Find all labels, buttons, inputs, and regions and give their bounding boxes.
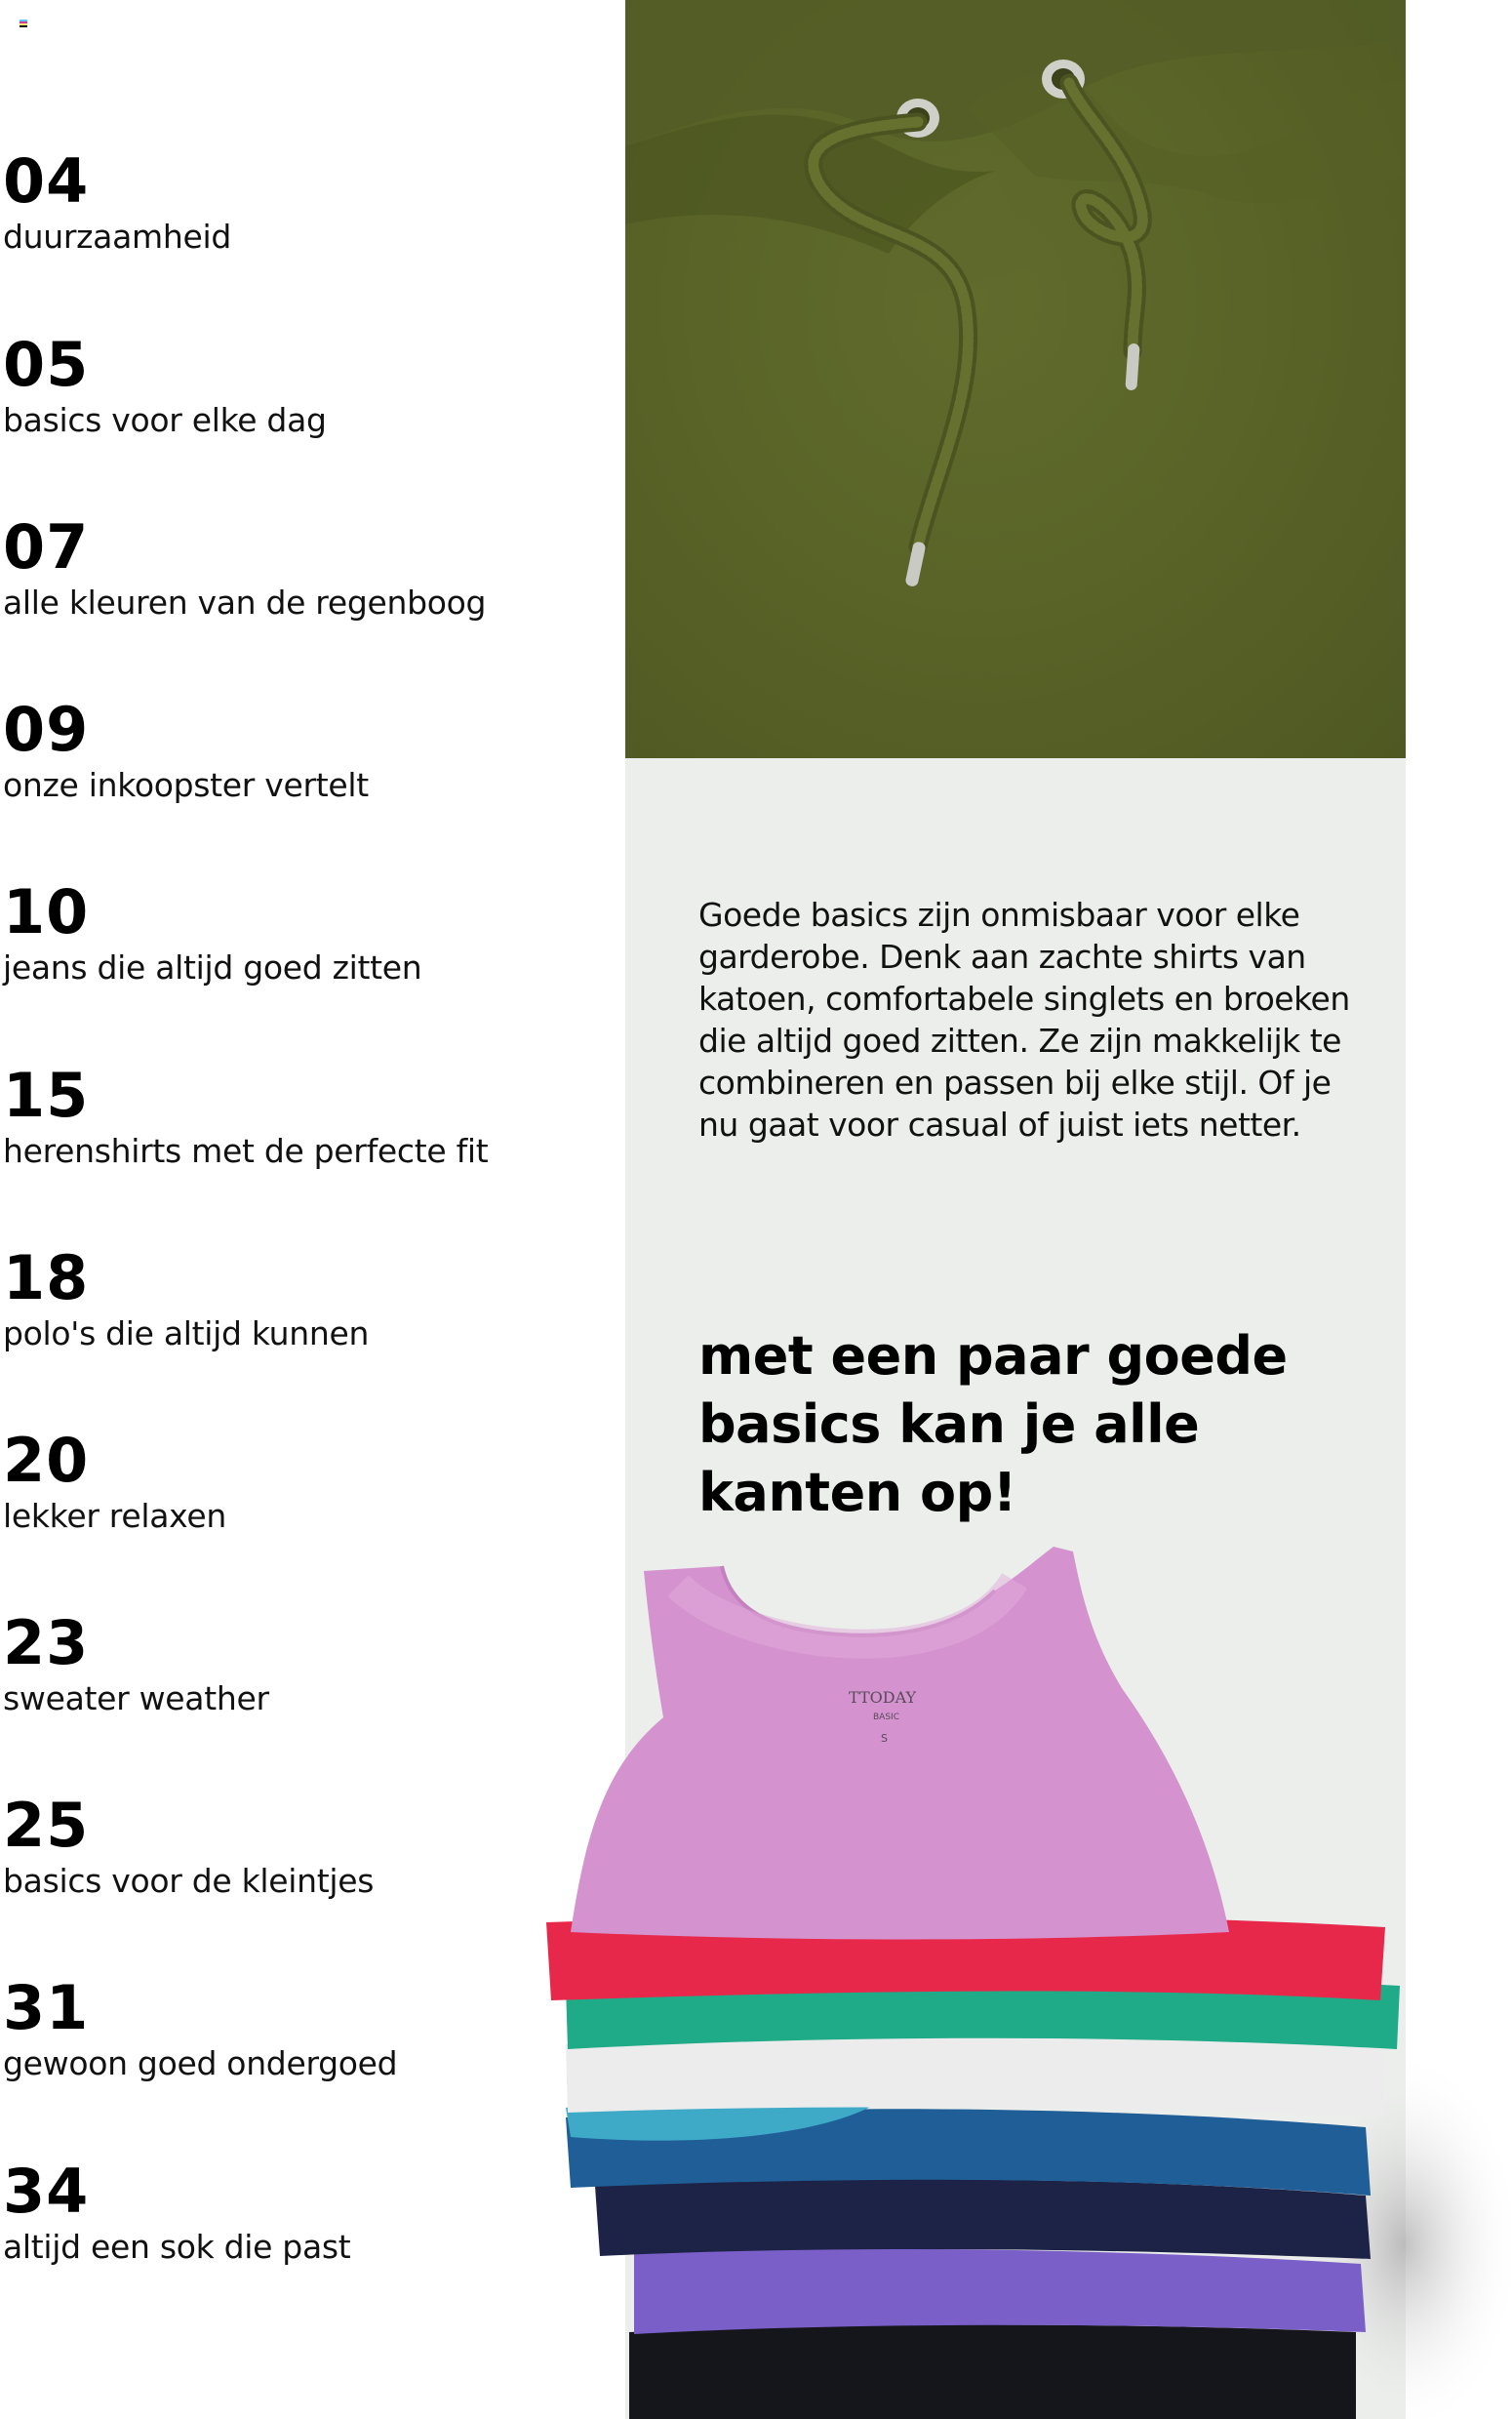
toc-page-number: 34 bbox=[3, 2156, 90, 2227]
toc-page-number: 09 bbox=[3, 694, 90, 765]
toc-title: herenshirts met de perfecte fit bbox=[3, 1132, 489, 1170]
toc-title: basics voor elke dag bbox=[3, 401, 327, 439]
svg-text:S: S bbox=[881, 1732, 888, 1745]
toc-title: duurzaamheid bbox=[3, 218, 231, 256]
toc-title: lekker relaxen bbox=[3, 1497, 226, 1535]
label-brand: TTODAY bbox=[849, 1688, 917, 1707]
toc-page-number: 23 bbox=[3, 1607, 90, 1678]
folded-singlets-photo bbox=[546, 1542, 1512, 2419]
svg-text:BASIC: BASIC bbox=[873, 1713, 899, 1722]
toc-title: jeans die altijd goed zitten bbox=[3, 948, 422, 987]
toc-title: alle kleuren van de regenboog bbox=[3, 584, 487, 622]
toc-item[interactable] bbox=[3, 1607, 269, 1718]
toc-title: altijd een sok die past bbox=[3, 2228, 351, 2266]
toc-page-number: 05 bbox=[3, 329, 90, 400]
toc-page-number: 07 bbox=[3, 511, 90, 583]
toc-item[interactable] bbox=[3, 329, 327, 440]
toc-item[interactable] bbox=[3, 2156, 351, 2267]
toc-page-number: 15 bbox=[3, 1060, 90, 1131]
toc-title: onze inkoopster vertelt bbox=[3, 766, 369, 804]
toc-page-number: 10 bbox=[3, 876, 90, 947]
toc-title: basics voor de kleintjes bbox=[3, 1862, 375, 1900]
toc-item[interactable] bbox=[3, 1060, 489, 1171]
toc-page-number: 18 bbox=[3, 1242, 90, 1313]
toc-page-number: 31 bbox=[3, 1972, 90, 2043]
toc-item[interactable] bbox=[3, 145, 231, 257]
hoodie-photo bbox=[625, 0, 1406, 758]
toc-title: gewoon goed ondergoed bbox=[3, 2044, 398, 2082]
toc-page-number: 25 bbox=[3, 1790, 90, 1861]
toc-item[interactable] bbox=[3, 1242, 370, 1353]
toc-item[interactable] bbox=[3, 694, 369, 805]
toc-item[interactable] bbox=[3, 1425, 226, 1536]
toc-item[interactable] bbox=[3, 1790, 375, 1901]
toc-page-number: 04 bbox=[3, 145, 90, 217]
toc-item[interactable] bbox=[3, 1972, 398, 2083]
toc-title: polo's die altijd kunnen bbox=[3, 1314, 370, 1352]
intro-paragraph: Goede basics zijn onmisbaar voor elke garderobe. Denk aan zachte shirts van katoen, comfortabele singlets en broeken die altijd goed zitten. Ze zijn makkelijk te combineren en passen bij elke stijl. Of je nu gaat voor casual of juist iets netter. bbox=[698, 896, 1350, 1144]
toc-page-number: 20 bbox=[3, 1425, 90, 1496]
toc-item[interactable] bbox=[3, 876, 422, 988]
menu-icon[interactable] bbox=[20, 20, 27, 27]
toc-title: sweater weather bbox=[3, 1679, 269, 1717]
toc-item[interactable] bbox=[3, 511, 487, 623]
tagline-heading: met een paar goede basics kan je alle kanten op! bbox=[698, 1324, 1288, 1523]
menu-stripe bbox=[20, 25, 27, 27]
